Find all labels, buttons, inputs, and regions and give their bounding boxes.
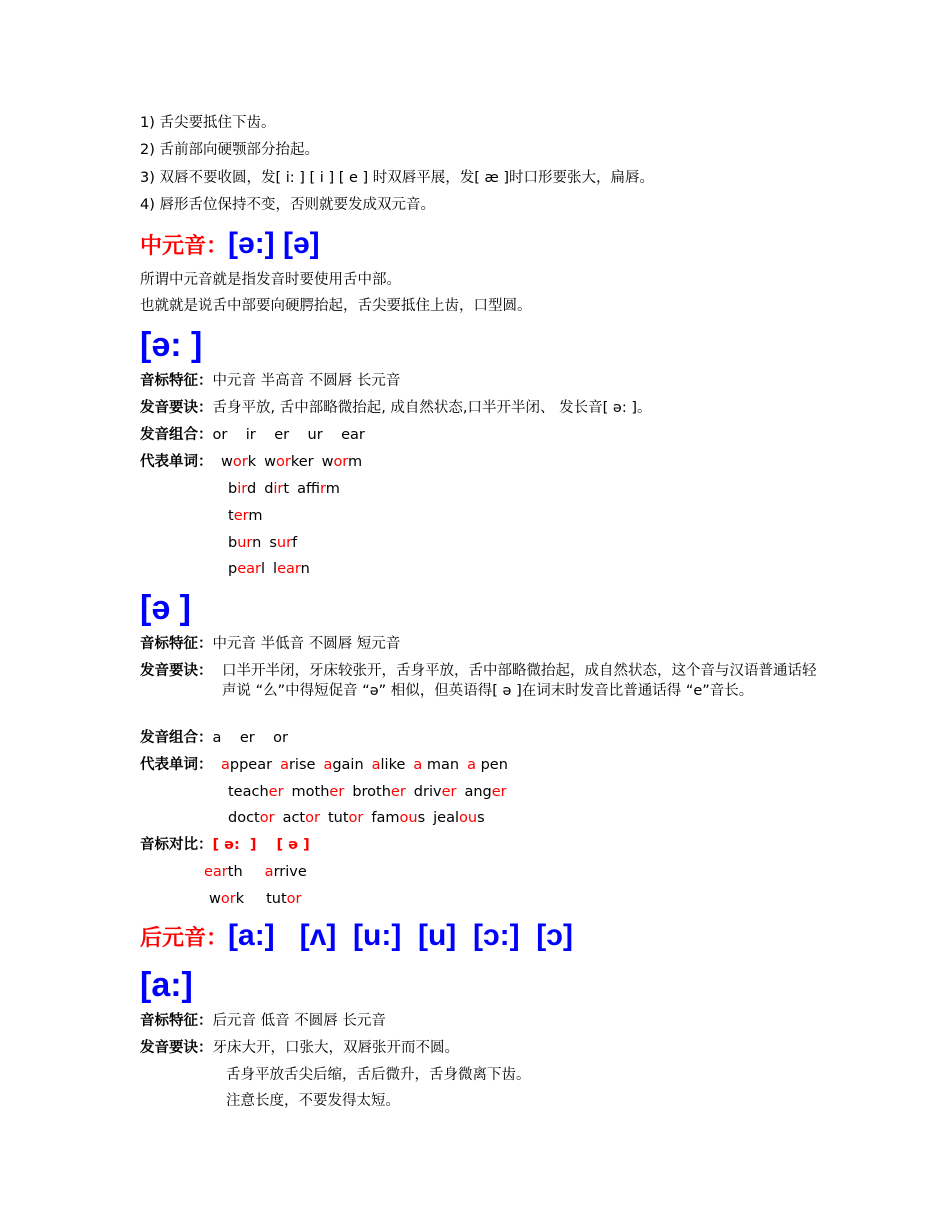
word-part: ppear	[229, 757, 273, 773]
example-word	[322, 452, 363, 472]
central-desc-2: 也就就是说舌中部要向硬腭抬起，舌尖要抵住上齿，口型圆。	[140, 298, 532, 314]
word-highlight: or	[232, 454, 248, 470]
word-highlight: a	[413, 757, 423, 773]
word-highlight: or	[348, 810, 364, 826]
tips-label: 发音要诀：	[140, 400, 213, 416]
schwa-long-tips	[140, 398, 652, 418]
central-heading-label: 中元音：	[140, 234, 229, 259]
word-highlight: ear	[204, 864, 228, 880]
tips-value: 舌身平放, 舌中部略微抬起, 成自然状态,口半开半闭、 发长音[ ə: ]。	[212, 400, 652, 416]
features-label: 音标特征：	[140, 373, 213, 389]
example-word	[273, 559, 310, 579]
a-long-features	[140, 1011, 386, 1031]
word-part: k	[235, 891, 245, 907]
example-word	[264, 452, 313, 472]
word-highlight: er	[390, 784, 406, 800]
tips-label: 发音要诀：	[140, 1040, 213, 1056]
word-part: pen	[475, 757, 508, 773]
central-heading-symbols: [ə:] [ə]	[228, 227, 320, 260]
a-long-title: [a:]	[140, 966, 193, 1004]
word-part: w	[209, 891, 221, 907]
example-word	[221, 755, 272, 775]
word-part: m	[325, 481, 340, 497]
example-word	[266, 889, 301, 909]
word-part: d	[246, 481, 257, 497]
word-part: tut	[327, 810, 349, 826]
example-word	[352, 782, 405, 802]
word-part: th	[227, 864, 243, 880]
word-part: f	[292, 535, 298, 551]
word-highlight: ou	[459, 810, 478, 826]
word-part: like	[380, 757, 406, 773]
example-word	[228, 506, 262, 526]
schwa-long-title: [ə: ]	[140, 326, 203, 364]
example-word	[292, 782, 345, 802]
combo-value: or ir er ur ear	[212, 427, 365, 443]
word-part: l	[273, 561, 278, 577]
word-highlight: ir	[237, 481, 247, 497]
word-part: b	[228, 535, 238, 551]
features-value: 后元音 低音 不圆唇 长元音	[212, 1013, 386, 1029]
example-word	[414, 782, 457, 802]
rule-1: 1) 舌尖要抵住下齿。	[140, 115, 276, 131]
example-word	[372, 755, 406, 775]
schwa-short-features	[140, 634, 400, 654]
combo-value: a er or	[212, 730, 288, 746]
word-part: moth	[291, 784, 330, 800]
schwa-short-title: [ə ]	[140, 589, 191, 627]
features-value: 中元音 半低音 不圆唇 短元音	[212, 636, 401, 652]
example-word	[371, 808, 425, 828]
word-row	[228, 479, 348, 499]
example-word	[209, 889, 244, 909]
word-highlight: ou	[399, 810, 418, 826]
word-part: man	[422, 757, 460, 773]
word-highlight: or	[259, 810, 275, 826]
compare-label: 音标对比：	[140, 837, 213, 853]
a-long-tips	[140, 1038, 459, 1058]
word-part: d	[264, 481, 274, 497]
central-desc-1: 所谓中元音就是指发音时要使用舌中部。	[140, 272, 401, 288]
example-word	[221, 452, 256, 472]
example-word	[283, 808, 320, 828]
example-word	[433, 808, 485, 828]
word-highlight: ear	[237, 561, 261, 577]
schwa-short-tips: 口半开半闭，牙床较张开，舌身平放，舌中部略微抬起，成自然状态，这个音与汉语普通话轻声说 “么”中得短促音 “ə” 相似，但英语得[ ə ]在词末时发音比普通话得 “e”音长。	[222, 663, 817, 699]
back-heading-label: 后元音：	[140, 926, 229, 951]
word-highlight: or	[286, 891, 302, 907]
combo-label: 发音组合：	[140, 427, 213, 443]
word-part: w	[221, 454, 233, 470]
a-long-tips-line-3: 注意长度，不要发得太短。	[226, 1093, 400, 1109]
word-part: aff	[297, 481, 320, 497]
a-long-tips-line-2: 舌身平放舌尖后缩，舌后微升，舌身微离下齿。	[226, 1067, 531, 1083]
features-label: 音标特征：	[140, 636, 213, 652]
word-highlight: or	[275, 454, 291, 470]
word-part: w	[264, 454, 276, 470]
example-word	[228, 808, 275, 828]
central-vowels-heading	[140, 229, 320, 262]
example-word	[297, 479, 340, 499]
example-word	[204, 862, 243, 882]
compare-symbol-short: [ ə ]	[276, 837, 310, 853]
word-part: t	[228, 508, 234, 524]
word-part: n	[300, 561, 310, 577]
word-highlight: ur	[276, 535, 293, 551]
word-part: act	[282, 810, 306, 826]
word-part: b	[228, 481, 238, 497]
word-part: s	[417, 810, 426, 826]
word-highlight: er	[329, 784, 345, 800]
example-word	[228, 533, 261, 553]
word-part: driv	[413, 784, 442, 800]
word-highlight: er	[233, 508, 249, 524]
word-row	[228, 559, 318, 579]
word-part: p	[228, 561, 238, 577]
word-part: gain	[332, 757, 364, 773]
word-highlight: er	[268, 784, 284, 800]
word-part: m	[248, 508, 263, 524]
word-highlight: a	[264, 864, 274, 880]
word-part: k	[247, 454, 257, 470]
word-part: rrive	[273, 864, 307, 880]
word-highlight: ir	[273, 481, 284, 497]
word-part: w	[321, 454, 334, 470]
example-word	[228, 479, 256, 499]
example-word	[265, 862, 307, 882]
word-part: m	[348, 454, 363, 470]
word-highlight: a	[280, 757, 289, 773]
word-row	[228, 808, 493, 828]
compare-row	[140, 835, 310, 855]
word-row	[221, 755, 516, 775]
word-highlight: or	[333, 454, 349, 470]
example-word	[264, 479, 289, 499]
word-part: t	[283, 481, 290, 497]
word-part: s	[477, 810, 485, 826]
example-word	[464, 782, 506, 802]
example-word	[269, 533, 297, 553]
example-word	[467, 755, 508, 775]
words-label: 代表单词：	[140, 757, 213, 773]
schwa-short-words-label	[140, 755, 213, 775]
word-row	[221, 452, 370, 472]
schwa-short-tips-label: 发音要诀：	[140, 663, 213, 679]
word-part: n	[252, 535, 262, 551]
example-word	[228, 782, 284, 802]
word-part: l	[261, 561, 266, 577]
compare-word-row	[204, 862, 329, 882]
word-highlight: a	[467, 757, 476, 773]
example-word	[413, 755, 459, 775]
word-highlight: er	[441, 784, 457, 800]
compare-symbol-long: [ ə: ]	[212, 837, 257, 853]
word-highlight: or	[220, 891, 236, 907]
word-part: doct	[228, 810, 260, 826]
rule-2: 2) 舌前部向硬颚部分抬起。	[140, 142, 319, 158]
compare-word-row	[209, 889, 324, 909]
example-word	[228, 559, 265, 579]
word-highlight: ir	[320, 481, 326, 497]
word-part: tut	[266, 891, 287, 907]
example-word	[280, 755, 315, 775]
word-highlight: a	[371, 757, 381, 773]
word-part: teach	[228, 784, 269, 800]
features-value: 中元音 半高音 不圆唇 长元音	[212, 373, 401, 389]
word-highlight: a	[221, 757, 230, 773]
features-label: 音标特征：	[140, 1013, 213, 1029]
word-highlight: er	[491, 784, 507, 800]
word-part: ker	[290, 454, 314, 470]
word-highlight: or	[305, 810, 320, 826]
example-word	[328, 808, 363, 828]
word-highlight: a	[323, 757, 333, 773]
schwa-long-features	[140, 371, 400, 391]
schwa-short-combo	[140, 728, 288, 748]
schwa-long-words-label	[140, 452, 213, 472]
word-row	[228, 782, 515, 802]
words-label: 代表单词：	[140, 454, 213, 470]
back-vowels-heading	[140, 921, 573, 954]
word-highlight: ear	[277, 561, 301, 577]
word-highlight: ur	[237, 535, 253, 551]
back-heading-symbols: [a:] [ʌ] [u:] [u] [ɔ:] [ɔ]	[228, 919, 573, 952]
tips-value: 牙床大开，口张大，双唇张开而不圆。	[212, 1040, 459, 1056]
word-part: jeal	[433, 810, 459, 826]
rule-3: 3) 双唇不要收圆，发[ i: ] [ i ] [ e ] 时双唇平展，发[ æ ]时口形要张大，扁唇。	[140, 170, 655, 186]
example-word	[323, 755, 363, 775]
word-part: fam	[371, 810, 400, 826]
word-part: rise	[288, 757, 316, 773]
schwa-long-combo	[140, 425, 365, 445]
rule-4: 4) 唇形舌位保持不变，否则就要发成双元音。	[140, 197, 435, 213]
combo-label: 发音组合：	[140, 730, 213, 746]
word-part: ang	[464, 784, 492, 800]
word-row	[228, 533, 305, 553]
word-part: s	[269, 535, 277, 551]
word-row	[228, 506, 270, 526]
word-part: broth	[352, 784, 391, 800]
